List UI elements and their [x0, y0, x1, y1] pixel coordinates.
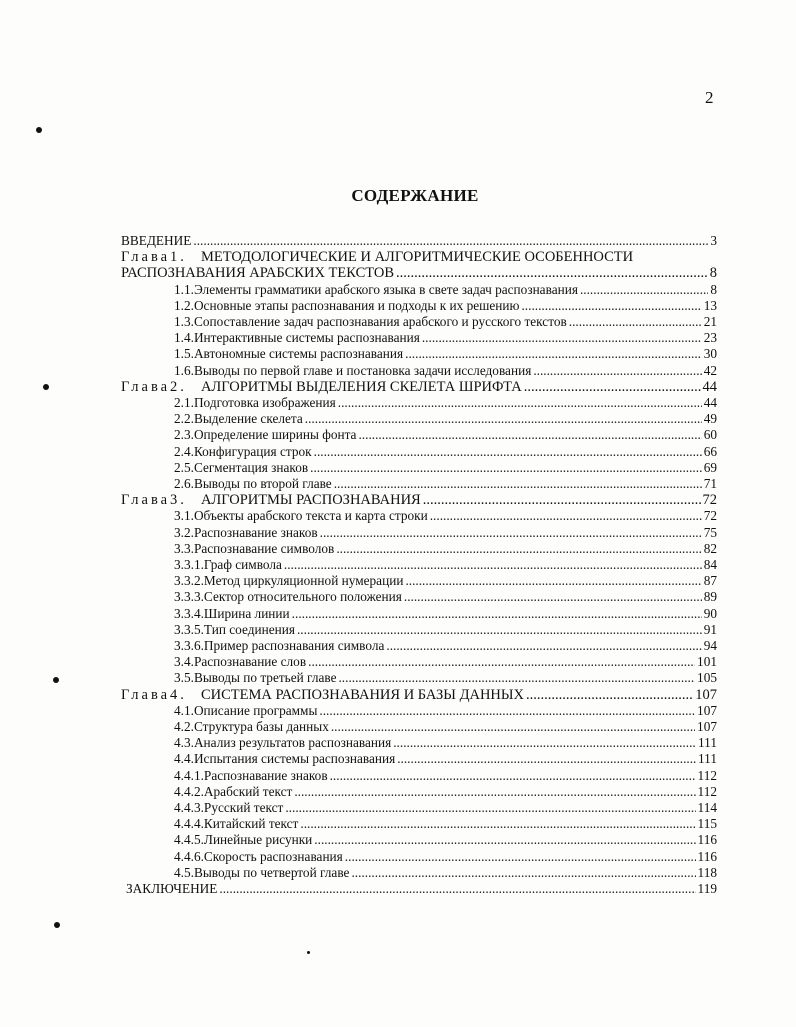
toc-label: Граф символа	[203, 557, 282, 572]
dot-leader	[397, 751, 696, 767]
toc-label: Описание программы	[193, 703, 318, 718]
toc-page-number: 23	[703, 330, 717, 345]
toc-label: Пример распознавания символа	[203, 638, 385, 653]
toc-entry-conclusion	[126, 881, 717, 897]
section-number: 3.4.	[174, 654, 194, 669]
toc-label: Объекты арабского текста и карта строки	[193, 508, 428, 523]
section-number: 2.4.	[174, 444, 194, 459]
toc-page-number: 3	[710, 233, 717, 248]
toc-page-number: 21	[703, 314, 717, 329]
toc-section	[174, 573, 717, 589]
toc-section	[174, 849, 717, 865]
toc-section	[174, 427, 717, 443]
toc-label: МЕТОДОЛОГИЧЕСКИЕ И АЛГОРИТМИЧЕСКИЕ ОСОБЕННОСТИ	[200, 249, 634, 265]
toc-label: АЛГОРИТМЫ ВЫДЕЛЕНИЯ СКЕЛЕТА ШРИФТА	[200, 379, 522, 395]
section-number: 4.4.3.	[174, 800, 204, 815]
dot-leader	[569, 314, 702, 330]
toc-page-number: 72	[703, 508, 717, 523]
dot-leader	[393, 735, 696, 751]
toc-label: Основные этапы распознавания и подходы к их решению	[193, 298, 520, 313]
section-number: 4.4.5.	[174, 832, 204, 847]
toc-page-number: 111	[698, 751, 717, 766]
toc-label: Анализ результатов распознавания	[193, 735, 392, 750]
toc-page-number: 111	[698, 735, 717, 750]
section-number: 1.5.	[174, 346, 194, 361]
dot-leader	[320, 525, 702, 541]
toc-section	[174, 298, 717, 314]
toc-page-number: 114	[697, 800, 717, 815]
dot-leader	[338, 670, 695, 686]
section-number: 4.4.2.	[174, 784, 204, 799]
toc-section	[174, 816, 717, 832]
dot-leader	[405, 346, 702, 362]
dot-leader	[310, 460, 702, 476]
section-number: 3.2.	[174, 525, 194, 540]
toc-page-number: 107	[697, 719, 717, 734]
toc-section	[174, 395, 717, 411]
toc-section	[174, 768, 717, 784]
section-number: 4.3.	[174, 735, 194, 750]
toc-label: Китайский текст	[203, 816, 299, 831]
section-number: 1.1.	[174, 282, 194, 297]
toc-page-number: 90	[703, 606, 717, 621]
toc-label: Испытания системы распознавания	[193, 751, 396, 766]
toc-page-number: 107	[697, 703, 717, 718]
toc-section	[174, 670, 717, 686]
toc-label: Автономные системы распознавания	[193, 346, 404, 361]
toc-label: Арабский текст	[203, 784, 293, 799]
toc-label: Русский текст	[203, 800, 284, 815]
dot-leader	[314, 832, 695, 848]
toc-label: Выводы по первой главе и постановка задачи исследования	[193, 363, 532, 378]
toc-section	[174, 314, 717, 330]
dot-leader	[330, 768, 696, 784]
toc-page-number: 42	[703, 363, 717, 378]
section-number: 1.3.	[174, 314, 194, 329]
section-number: 2.5.	[174, 460, 194, 475]
section-number: 2.1.	[174, 395, 194, 410]
dot-leader	[314, 444, 702, 460]
toc-section	[174, 525, 717, 541]
toc-label: Выводы по третьей главе	[193, 670, 337, 685]
toc-section	[174, 751, 717, 767]
page-title: СОДЕРЖАНИЕ	[351, 186, 479, 205]
dot-leader	[345, 849, 696, 865]
section-number: 4.2.	[174, 719, 194, 734]
toc-section	[174, 784, 717, 800]
toc-chapter-1-heading-cont	[121, 265, 717, 281]
dot-leader	[580, 282, 708, 298]
dot-leader	[422, 330, 702, 346]
dot-leader	[297, 622, 702, 638]
toc-chapter3-heading	[121, 492, 717, 508]
section-number: 3.3.	[174, 541, 194, 556]
dot-leader	[336, 541, 701, 557]
section-number: 1.6.	[174, 363, 194, 378]
toc-label: Выводы по четвертой главе	[193, 865, 350, 880]
toc-page-number: 118	[697, 865, 717, 880]
section-number: 3.3.4.	[174, 606, 204, 621]
toc-section	[174, 508, 717, 524]
toc-chapter4-heading	[121, 687, 717, 703]
dot-leader	[351, 865, 695, 881]
toc-page-number: 60	[703, 427, 717, 442]
toc-page-number: 49	[703, 411, 717, 426]
toc-section	[174, 363, 717, 379]
section-number: 1.4.	[174, 330, 194, 345]
toc-label: Интерактивные системы распознавания	[193, 330, 420, 345]
toc-section	[174, 832, 717, 848]
toc-page-number: 71	[703, 476, 717, 491]
section-number: 4.4.6.	[174, 849, 204, 864]
toc-section	[174, 800, 717, 816]
toc-section	[174, 346, 717, 362]
toc-label: Структура базы данных	[193, 719, 329, 734]
toc-label: Распознавание слов	[193, 654, 307, 669]
toc-label: Распознавание знаков	[203, 768, 328, 783]
section-number: 3.1.	[174, 508, 194, 523]
toc-page-number: 44	[703, 395, 717, 410]
toc-section	[174, 703, 717, 719]
dot-leader	[193, 233, 708, 249]
toc-section	[174, 622, 717, 638]
dot-leader	[292, 606, 702, 622]
toc-page-number: 105	[697, 670, 717, 685]
dot-leader	[396, 265, 708, 281]
dot-leader	[331, 719, 695, 735]
toc-label: Выводы по второй главе	[193, 476, 332, 491]
toc-label: Сопоставление задач распознавания арабского и русского текстов	[193, 314, 567, 329]
dot-leader	[294, 784, 695, 800]
toc-page-number: 75	[703, 525, 717, 540]
toc-label: Тип соединения	[203, 622, 295, 637]
section-number: 4.4.4.	[174, 816, 204, 831]
toc-page-number: 66	[703, 444, 717, 459]
toc-section	[174, 411, 717, 427]
dot-leader	[405, 573, 701, 589]
toc-section	[174, 865, 717, 881]
dot-leader	[305, 411, 702, 427]
toc-section	[174, 638, 717, 654]
toc-section	[174, 735, 717, 751]
section-number: 4.4.1.	[174, 768, 204, 783]
toc-page-number: 84	[703, 557, 717, 572]
scan-dot	[307, 951, 310, 954]
page-number: 2	[705, 88, 714, 107]
toc-page-number: 44	[702, 379, 717, 395]
toc-section	[174, 589, 717, 605]
toc-section	[174, 330, 717, 346]
toc-label: ВВЕДЕНИЕ	[121, 233, 192, 248]
toc-label: Ширина линии	[203, 606, 290, 621]
section-number: 4.1.	[174, 703, 194, 718]
toc-page-number: 115	[697, 816, 717, 831]
dot-leader	[300, 816, 695, 832]
dot-leader	[334, 476, 702, 492]
toc-label: Определение ширины фонта	[193, 427, 357, 442]
scan-dot	[36, 127, 42, 133]
section-number: 4.4.	[174, 751, 194, 766]
toc-page-number: 107	[695, 687, 717, 703]
section-number: 2.2.	[174, 411, 194, 426]
section-number: 3.3.1.	[174, 557, 204, 572]
section-number: 2.3.	[174, 427, 194, 442]
toc-section	[174, 460, 717, 476]
toc-page-number: 82	[703, 541, 717, 556]
dot-leader	[533, 363, 701, 379]
toc-page-number: 30	[703, 346, 717, 361]
dot-leader	[404, 589, 702, 605]
chapter-word: Глава4.	[121, 687, 187, 703]
chapter-word: Глава3.	[121, 492, 187, 508]
section-number: 3.3.2.	[174, 573, 204, 588]
toc-page-number: 89	[703, 589, 717, 604]
toc-label: Метод циркуляционной нумерации	[203, 573, 404, 588]
toc-label: РАСПОЗНАВАНИЯ АРАБСКИХ ТЕКСТОВ	[121, 265, 395, 281]
dot-leader	[358, 427, 701, 443]
toc-page-number: 8	[710, 282, 717, 297]
toc-page-number: 69	[703, 460, 717, 475]
section-number: 3.5.	[174, 670, 194, 685]
toc-label: Выделение скелета	[193, 411, 303, 426]
toc-section	[174, 282, 717, 298]
section-number: 3.3.6.	[174, 638, 204, 653]
toc-label: СИСТЕМА РАСПОЗНАВАНИЯ И БАЗЫ ДАННЫХ	[200, 687, 525, 703]
toc-page-number: 87	[703, 573, 717, 588]
toc-page-number: 72	[702, 492, 717, 508]
toc-label: АЛГОРИТМЫ РАСПОЗНАВАНИЯ	[200, 492, 421, 508]
dot-leader	[430, 508, 702, 524]
toc-label: Линейные рисунки	[203, 832, 313, 847]
toc-section	[174, 444, 717, 460]
toc-label: Сектор относительного положения	[203, 589, 402, 604]
toc-label: Скорость распознавания	[203, 849, 343, 864]
toc-page-number: 116	[697, 832, 717, 847]
dot-leader	[386, 638, 701, 654]
section-number: 1.2.	[174, 298, 194, 313]
toc-label: Подготовка изображения	[193, 395, 336, 410]
dot-leader	[308, 654, 695, 670]
chapter-word: Глава1.	[121, 249, 187, 265]
toc-label: Конфигурация строк	[193, 444, 312, 459]
toc-label: Сегментация знаков	[193, 460, 309, 475]
toc-section	[174, 719, 717, 735]
toc-page-number: 112	[697, 784, 717, 799]
toc-label: Элементы грамматики арабского языка в свете задач распознавания	[193, 282, 578, 297]
toc-page-number: 8	[709, 265, 717, 281]
scan-dot	[54, 922, 60, 928]
toc-section	[174, 557, 717, 573]
toc-page-number: 91	[703, 622, 717, 637]
scan-dot	[53, 677, 59, 683]
toc-page-number: 112	[697, 768, 717, 783]
toc-chapter-1-heading	[121, 249, 717, 265]
toc-page-number: 116	[697, 849, 717, 864]
chapter-word: Глава2.	[121, 379, 187, 395]
dot-leader	[423, 492, 701, 508]
toc-page-number: 119	[697, 881, 717, 896]
toc-section	[174, 541, 717, 557]
toc-label: ЗАКЛЮЧЕНИЕ	[126, 881, 218, 896]
dot-leader	[319, 703, 695, 719]
dot-leader	[526, 687, 693, 703]
dot-leader	[521, 298, 701, 314]
toc-section	[174, 654, 717, 670]
toc-section	[174, 606, 717, 622]
dot-leader	[285, 800, 695, 816]
toc-section	[174, 476, 717, 492]
toc-label: Распознавание символов	[193, 541, 335, 556]
dot-leader	[338, 395, 702, 411]
toc-page-number: 13	[703, 298, 717, 313]
section-number: 2.6.	[174, 476, 194, 491]
dot-leader	[284, 557, 702, 573]
toc-label: Распознавание знаков	[193, 525, 318, 540]
toc-entry-intro	[121, 233, 717, 249]
dot-leader	[219, 881, 695, 897]
section-number: 3.3.3.	[174, 589, 204, 604]
scan-dot	[43, 384, 49, 390]
section-number: 3.3.5.	[174, 622, 204, 637]
toc-page-number: 94	[703, 638, 717, 653]
section-number: 4.5.	[174, 865, 194, 880]
toc-chapter2-heading	[121, 379, 717, 395]
toc-page-number: 101	[697, 654, 717, 669]
dot-leader	[524, 379, 701, 395]
